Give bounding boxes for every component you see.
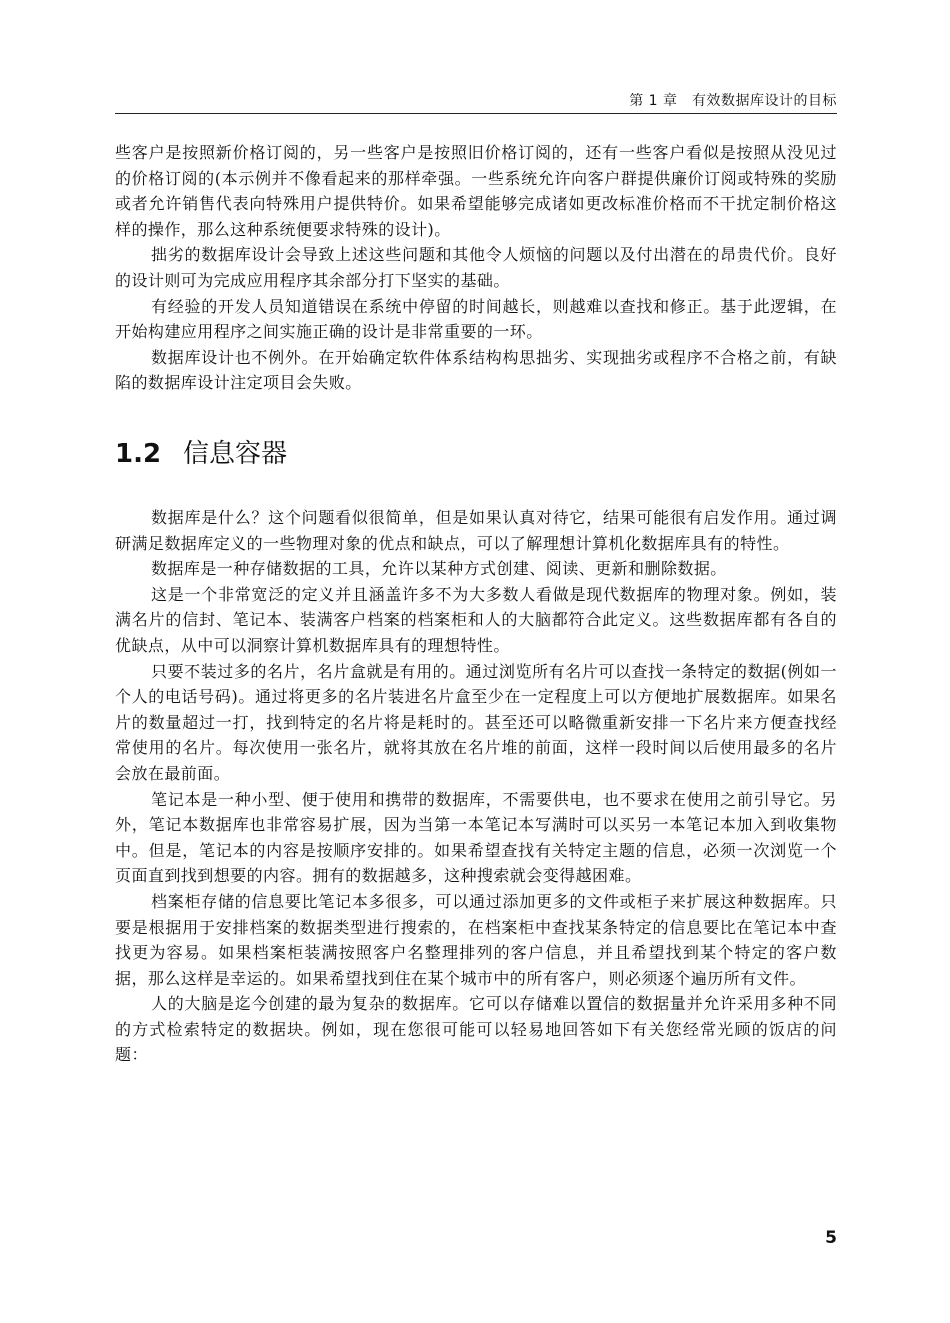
paragraph: 数据库设计也不例外。在开始确定软件体系结构构思拙劣、实现拙劣或程序不合格之前，有缺陷的数据库设计注定项目会失败。 [115,347,837,393]
paragraph: 有经验的开发人员知道错误在系统中停留的时间越长，则越难以查找和修正。基于此逻辑，在开始构建应用程序之间实施正确的设计是非常重要的一环。 [115,296,837,342]
paragraph: 拙劣的数据库设计会导致上述这些问题和其他令人烦恼的问题以及付出潜在的昂贵代价。良好的设计则可为完成应用程序其余部分打下坚实的基础。 [115,245,837,290]
paragraph: 数据库是一种存储数据的工具，允许以某种方式创建、阅读、更新和删除数据。 [151,559,727,579]
page-number: 5 [825,1228,837,1248]
paragraph: 这是一个非常宽泛的定义并且涵盖许多不为大多数人看做是现代数据库的物理对象。例如，装满名片的信封、笔记本、装满客户档案的档案柜和人的大脑都符合此定义。这些数据库都有各自的优缺点，从中可以洞察计算机数据库具有的理想特性。 [115,584,837,655]
paragraph-continued: 些客户是按照新价格订阅的，另一些客户是按照旧价格订阅的，还有一些客户看似是按照从没见过的价格订阅的(本示例并不像看起来的那样牵强。一些系统允许向客户群提供廉价订阅或特殊的奖励或者允许销售代表向特殊用户提供特价。如果希望能够完成诸如更改标准价格而不干扰定制价格这样的操作，那么这种系统便要求特殊的设计)。 [115,143,837,239]
section-title: 信息容器 [183,439,288,469]
paragraph: 数据库是什么？这个问题看似很简单，但是如果认真对待它，结果可能很有启发作用。通过调研满足数据库定义的一些物理对象的优点和缺点，可以了解理想计算机化数据库具有的特性。 [115,508,837,553]
header-rule [115,113,837,114]
section-text-block [115,505,837,1068]
paragraph: 人的大脑是迄今创建的最为复杂的数据库。它可以存储难以置信的数据量并允许采用多种不同的方式检索特定的数据块。例如，现在您很可能可以轻易地回答如下有关您经常光顾的饭店的问题： [115,994,837,1065]
paragraph: 笔记本是一种小型、便于使用和携带的数据库，不需要供电，也不要求在使用之前引导它。另外，笔记本数据库也非常容易扩展，因为当第一本笔记本写满时可以买另一本笔记本加入到收集物中。但是，笔记本的内容是按顺序安排的。如果希望查找有关特定主题的信息，必须一次浏览一个页面直到找到想要的内容。拥有的数据越多，这种搜索就会变得越困难。 [115,789,837,886]
running-header: 第 1 章 有效数据库设计的目标 [629,93,837,109]
paragraph: 只要不装过多的名片，名片盒就是有用的。通过浏览所有名片可以查找一条特定的数据(例如一个人的电话号码)。通过将更多的名片装进名片盒至少在一定程度上可以方便地扩展数据库。如果名片的数量超过一打，找到特定的名片将是耗时的。甚至还可以略微重新安排一下名片来方便查找经常使用的名片。每次使用一张名片，就将其放在名片堆的前面，这样一段时间以后使用最多的名片会放在最前面。 [115,661,837,783]
section-heading [115,432,837,476]
intro-text-block [115,140,837,396]
paragraph: 档案柜存储的信息要比笔记本多很多，可以通过添加更多的文件或柜子来扩展这种数据库。只要是根据用于安排档案的数据类型进行搜索的，在档案柜中查找某条特定的信息要比在笔记本中查找更为容易。如果档案柜装满按照客户名整理排列的客户信息，并且希望找到某个特定的客户数据，那么这样是幸运的。如果希望找到住在某个城市中的所有客户，则必须逐个遍历所有文件。 [115,891,837,988]
section-number: 1.2 [115,439,162,469]
